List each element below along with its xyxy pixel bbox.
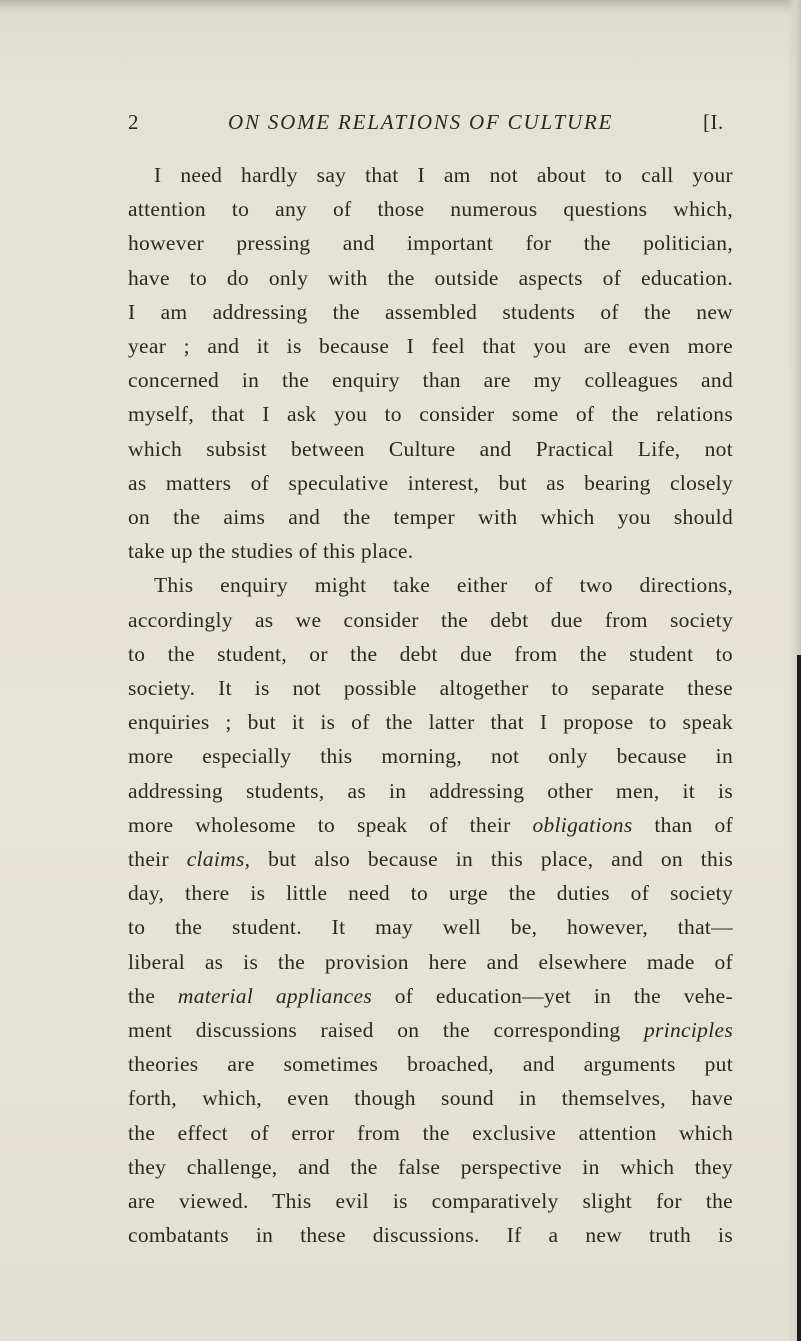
running-title: ON SOME RELATIONS OF CULTURE xyxy=(228,110,614,134)
text-line: however pressing and important for the politician, xyxy=(128,231,733,256)
text-line: attention to any of those numerous questions which, xyxy=(128,197,733,222)
text-line: I need hardly say that I am not about to call your xyxy=(154,163,733,187)
text-line: addressing students, as in addressing other men, it is xyxy=(128,778,733,803)
page-number: 2 xyxy=(128,110,139,134)
italic-run: claims, xyxy=(186,847,251,872)
section-marker: [I. xyxy=(703,110,724,134)
text-line: forth, which, even though sound in themselves, have xyxy=(128,1086,733,1111)
text-line: accordingly as we consider the debt due from society xyxy=(128,607,733,632)
page-top-shadow xyxy=(0,0,801,14)
text-line: more especially this morning, not only because in xyxy=(128,744,733,769)
text-line: as matters of speculative interest, but as bearing closely xyxy=(128,470,733,495)
text-line: This enquiry might take either of two directions, xyxy=(154,573,733,598)
text-run: but also because in this place, and on this xyxy=(268,847,733,872)
italic-run: material appliances xyxy=(177,983,372,1008)
text-line: year ; and it is because I feel that you are even more xyxy=(128,334,733,359)
text-line: I am addressing the assembled students of the new xyxy=(128,299,733,324)
text-line: to the student. It may well be, however, that— xyxy=(128,915,733,940)
text-line xyxy=(128,808,733,842)
text-line: to the student, or the debt due from the student to xyxy=(128,641,733,666)
text-line: they challenge, and the false perspective in which they xyxy=(128,1154,733,1179)
text-line: have to do only with the outside aspects of education. xyxy=(128,265,733,290)
text-line: combatants in these discussions. If a new truth is xyxy=(128,1223,733,1248)
text-line: which subsist between Culture and Practical Life, not xyxy=(128,436,733,461)
body-text xyxy=(128,158,733,1253)
text-line: theories are sometimes broached, and arguments put xyxy=(128,1052,733,1077)
text-line xyxy=(128,1013,733,1047)
text-line: society. It is not possible altogether to separate these xyxy=(128,676,733,701)
text-line: concerned in the enquiry than are my colleagues and xyxy=(128,368,733,393)
page-edge-bar xyxy=(797,655,801,1341)
text-line: take up the studies of this place. xyxy=(128,539,414,564)
text-line: are viewed. This evil is comparatively slight for the xyxy=(128,1189,733,1214)
text-line xyxy=(128,842,733,876)
text-line xyxy=(128,979,733,1013)
text-line: day, there is little need to urge the duties of society xyxy=(128,881,733,906)
text-line: on the aims and the temper with which you should xyxy=(128,505,733,530)
text-run: the xyxy=(128,983,156,1008)
text-run: more wholesome to speak of their xyxy=(128,812,511,837)
text-line: myself, that I ask you to consider some of the relations xyxy=(128,402,733,427)
text-run: of education—yet in the vehe- xyxy=(394,983,733,1008)
text-run: than of xyxy=(654,812,733,837)
italic-run: principles xyxy=(644,1018,733,1043)
text-run: their xyxy=(128,847,169,872)
text-line: liberal as is the provision here and elsewhere made of xyxy=(128,949,733,974)
text-line: the effect of error from the exclusive attention which xyxy=(128,1120,733,1145)
text-run: ment discussions raised on the corresponding xyxy=(128,1018,621,1043)
running-head xyxy=(128,110,738,142)
text-line: enquiries ; but it is of the latter that I propose to speak xyxy=(128,710,733,735)
italic-run: obligations xyxy=(532,812,633,837)
